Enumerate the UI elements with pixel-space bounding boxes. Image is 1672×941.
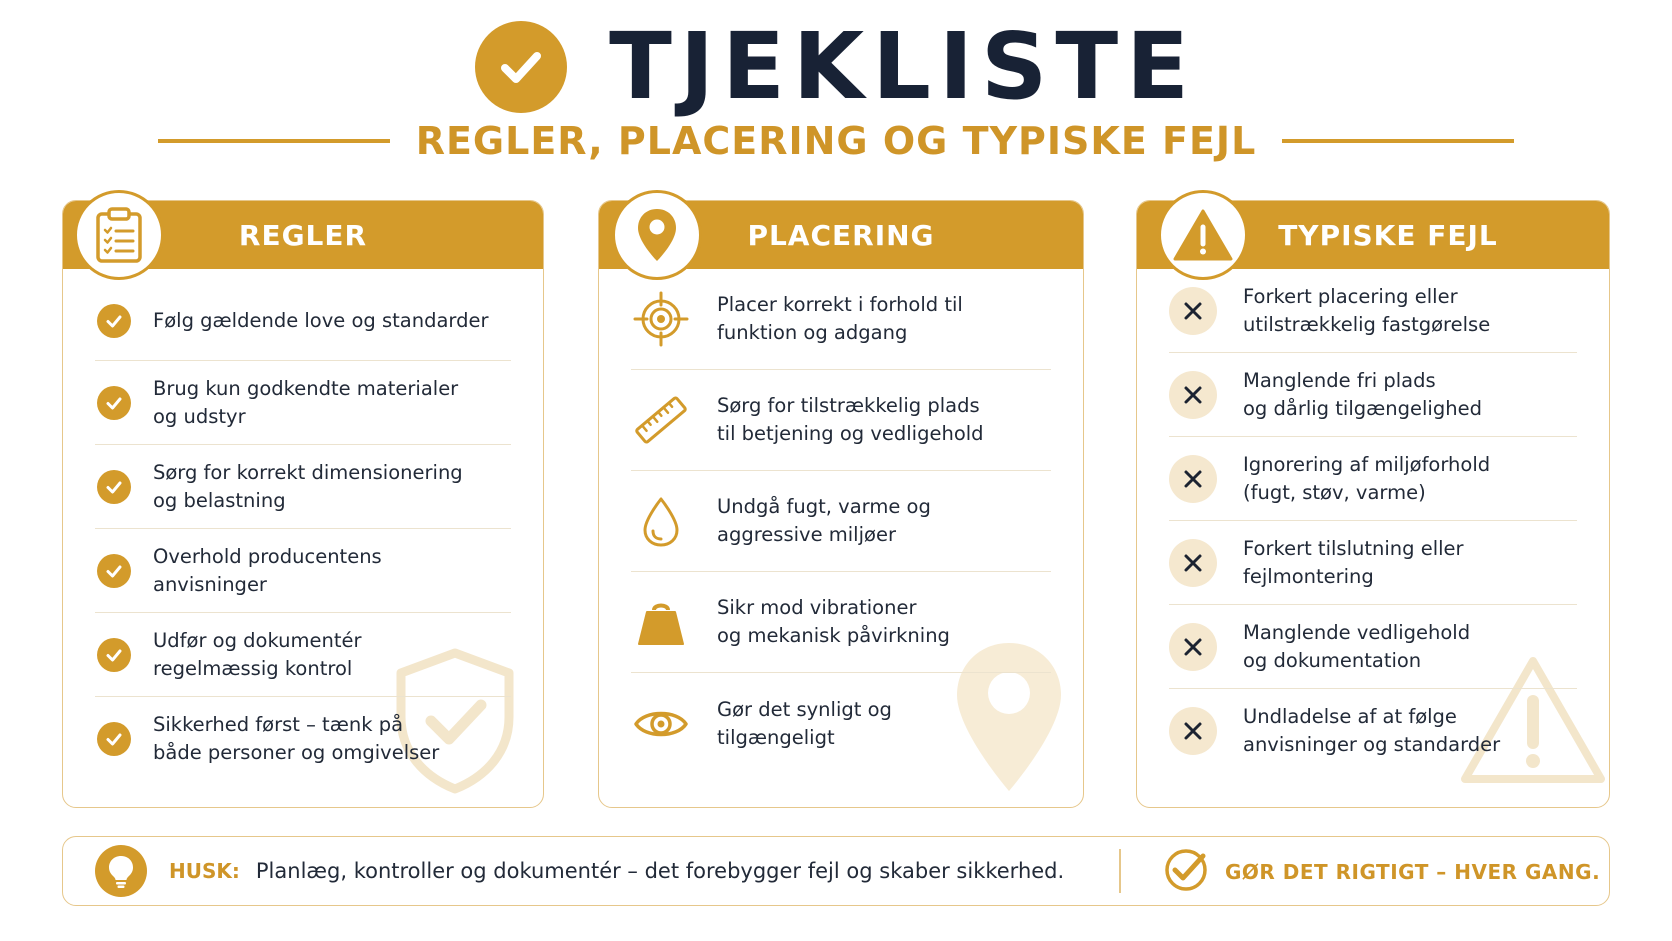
list-item: [1169, 269, 1577, 353]
card-placering: [598, 200, 1084, 808]
weight-icon: [631, 592, 691, 652]
reminder-label: HUSK:: [169, 859, 240, 883]
x-circle-icon: [1169, 455, 1217, 503]
item-text: Undgå fugt, varme og aggressive miljøer: [717, 495, 931, 546]
list-item: [631, 673, 1051, 774]
item-text: Manglende vedligehold og dokumentation: [1243, 620, 1471, 672]
page-subtitle: REGLER, PLACERING OG TYPISKE FEJL: [415, 119, 1257, 163]
subtitle-divider-left: [158, 139, 390, 143]
list-item: [1169, 689, 1577, 773]
list-item: [631, 269, 1051, 370]
list-item: [95, 281, 511, 361]
footer-cta: [1163, 837, 1600, 907]
clipboard-checklist-icon: [74, 190, 164, 280]
errors-list: [1169, 269, 1577, 773]
title-row: [0, 12, 1672, 122]
page-title: TJEKLISTE: [609, 13, 1197, 120]
list-item: [1169, 605, 1577, 689]
location-pin-icon: [612, 190, 702, 280]
x-circle-icon: [1169, 623, 1217, 671]
card-regler: [62, 200, 544, 808]
footer-divider: [1119, 849, 1121, 893]
x-circle-icon: [1169, 371, 1217, 419]
water-drop-icon: [631, 491, 691, 551]
list-item: [95, 361, 511, 445]
item-text: Brug kun godkendte materialer og udstyr: [153, 376, 459, 428]
check-circle-icon: [97, 470, 131, 504]
card-title: TYPISKE FEJL: [1278, 218, 1498, 252]
lightbulb-icon: [95, 845, 147, 897]
card-title: PLACERING: [747, 218, 935, 252]
subtitle-divider-right: [1282, 139, 1514, 143]
item-text: Sikkerhed først – tænk på både personer og omgivelser: [153, 713, 440, 764]
warning-triangle-icon: [1158, 190, 1248, 280]
list-item: [1169, 353, 1577, 437]
reminder-message: Planlæg, kontroller og dokumentér – det forebygger fejl og skaber sikkerhed.: [255, 859, 1065, 883]
list-item: [95, 697, 511, 781]
item-text: Forkert placering eller utilstrækkelig fastgørelse: [1243, 284, 1491, 336]
card-title: REGLER: [238, 218, 368, 252]
target-icon: [631, 289, 691, 349]
item-text: Sørg for tilstrækkelig plads til betjening og vedligehold: [717, 394, 984, 445]
x-circle-icon: [1169, 287, 1217, 335]
check-circle-icon: [97, 554, 131, 588]
item-text: Forkert tilslutning eller fejlmontering: [1243, 536, 1464, 588]
item-text: Sørg for korrekt dimensionering og belastning: [153, 460, 463, 512]
eye-icon: [631, 694, 691, 754]
rules-list: [95, 281, 511, 781]
list-item: [95, 613, 511, 697]
item-text: Følg gældende love og standarder: [153, 308, 489, 332]
item-text: Gør det synligt og tilgængeligt: [717, 697, 892, 749]
ruler-icon: [631, 390, 691, 450]
check-circle-icon: [97, 304, 131, 338]
list-item: [95, 529, 511, 613]
placement-list: [631, 269, 1051, 774]
cta-text: GØR DET RIGTIGT – HVER GANG.: [1225, 860, 1601, 884]
item-text: Undladelse af at følge anvisninger og standarder: [1243, 705, 1501, 756]
list-item: [631, 471, 1051, 572]
item-text: Overhold producentens anvisninger: [153, 544, 382, 596]
item-text: Manglende fri plads og dårlig tilgængelighed: [1243, 368, 1482, 420]
list-item: [631, 572, 1051, 673]
item-text: Placer korrekt i forhold til funktion og adgang: [717, 293, 963, 344]
check-circle-icon: [97, 386, 131, 420]
x-circle-icon: [1169, 539, 1217, 587]
card-typiske-fejl: [1136, 200, 1610, 808]
list-item: [631, 370, 1051, 471]
header: [0, 0, 1672, 170]
item-text: Sikr mod vibrationer og mekanisk påvirkning: [717, 596, 950, 647]
list-item: [95, 445, 511, 529]
footer-banner: [62, 836, 1610, 906]
check-badge-icon: [1163, 847, 1209, 897]
check-circle-icon: [97, 722, 131, 756]
item-text: Udfør og dokumentér regelmæssig kontrol: [153, 628, 362, 680]
check-circle-icon: [97, 638, 131, 672]
list-item: [1169, 521, 1577, 605]
x-circle-icon: [1169, 707, 1217, 755]
item-text: Ignorering af miljøforhold (fugt, støv, varme): [1243, 452, 1491, 504]
check-circle-icon: [475, 21, 567, 113]
subtitle-row: [0, 116, 1672, 166]
list-item: [1169, 437, 1577, 521]
